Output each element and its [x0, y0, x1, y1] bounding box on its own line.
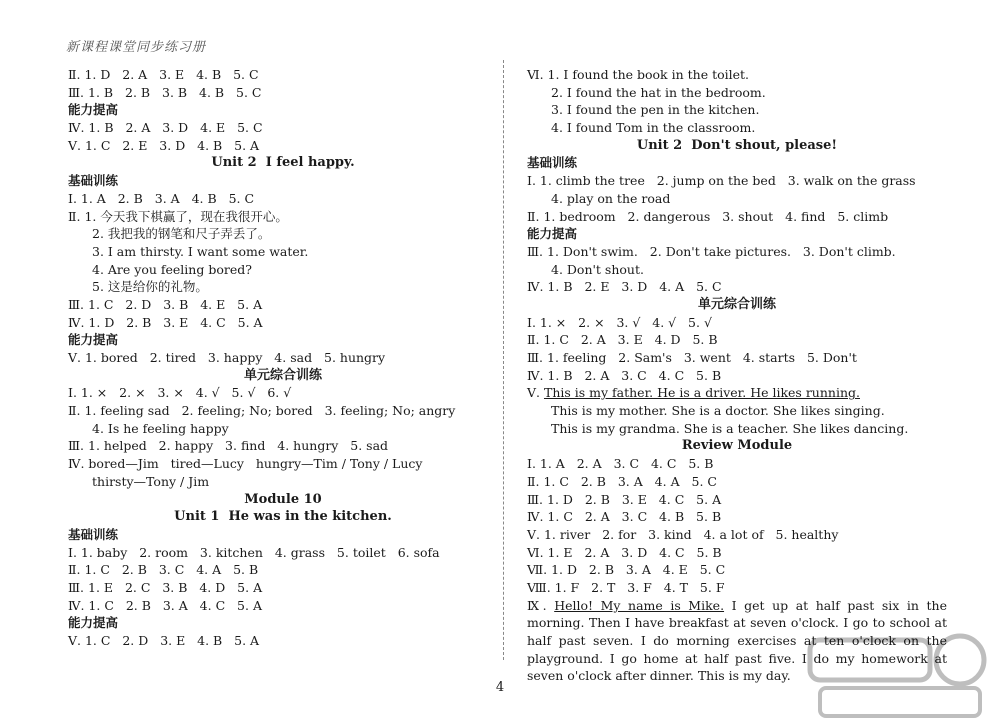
answer-subline: This is my grandma. She is a teacher. She likes dancing. — [551, 420, 909, 436]
unit-title: Module 10 — [244, 491, 322, 507]
answer-subline: 3. I am thirsty. I want some water. — [92, 243, 309, 259]
unit-title: 单元综合训练 — [243, 367, 322, 383]
column-divider — [503, 60, 504, 660]
section-heading: 基础训练 — [527, 155, 578, 171]
unit-title: 单元综合训练 — [697, 296, 776, 312]
answer-subline: 5. 这是给你的礼物。 — [92, 279, 208, 295]
answer-subline: 4. Is he feeling happy — [92, 420, 229, 436]
answer-line: Ⅴ. 1. C 2. D 3. E 4. B 5. A — [68, 633, 260, 648]
unit-title: Unit 2 I feel happy. — [211, 155, 355, 171]
item-number: Ⅴ. — [527, 385, 544, 401]
answer-line: Ⅶ. 1. D 2. B 3. A 4. E 5. C — [527, 562, 726, 578]
answer-line: Ⅲ. 1. D 2. B 3. E 4. C 5. A — [527, 491, 722, 507]
answer-subline: This is my mother. She is a doctor. She likes singing. — [551, 403, 885, 419]
answer-line: Ⅱ. 1. feeling sad 2. feeling; No; bored 3. feeling; No; angry — [68, 403, 456, 419]
answer-line: Ⅰ. 1. baby 2. room 3. kitchen 4. grass 5. toilet 6. sofa — [68, 544, 440, 560]
answer-line: Ⅱ. 1. C 2. B 3. A 4. A 5. C — [527, 473, 717, 489]
page-number: 4 — [495, 680, 505, 695]
answer-line: Ⅴ. 1. bored 2. tired 3. happy 4. sad 5. hungry — [68, 350, 386, 365]
answer-line: Ⅳ. bored—Jim tired—Lucy hungry—Tim / Tony / Lucy — [68, 456, 423, 472]
answer-line — [527, 384, 947, 402]
answer-line: Ⅱ. 1. C 2. B 3. C 4. A 5. B — [68, 562, 259, 578]
answer-line: Ⅵ. 1. I found the book in the toilet. — [527, 67, 750, 82]
answer-line: Ⅲ. 1. feeling 2. Sam's 3. went 4. starts 5. Don't — [527, 350, 857, 365]
answer-line: Ⅷ. 1. F 2. T 3. F 4. T 5. F — [527, 579, 725, 595]
answer-subline: 2. 我把我的钢笔和尺子弄丢了。 — [92, 226, 271, 242]
page-header: 新课程课堂同步练习册 — [66, 40, 207, 55]
item-number: Ⅸ. — [527, 597, 555, 613]
answer-text: I get up at half past six in the morning. Then I have breakfast at seven o'clock. I go to school at half past seven. I do morning exercises at ten o'clock on the playground. I go home at half past five. I do my homework at seven o'clock after dinner. This is my day. — [527, 597, 947, 684]
answer-line: Ⅳ. 1. B 2. A 3. D 4. E 5. C — [68, 120, 263, 136]
answer-line: Ⅱ. 1. C 2. A 3. E 4. D 5. B — [527, 332, 718, 348]
answer-line: Ⅰ. 1. climb the tree 2. jump on the bed 3. walk on the grass — [527, 173, 916, 189]
answer-line: Ⅳ. 1. B 2. A 3. C 4. C 5. B — [527, 367, 722, 383]
answer-line: Ⅰ. 1. × 2. × 3. √ 4. √ 5. √ — [527, 314, 712, 330]
answer-subline: 4. Don't shout. — [551, 261, 644, 277]
section-heading: 能力提高 — [68, 102, 119, 118]
answer-line: Ⅴ. 1. C 2. E 3. D 4. B 5. A — [68, 137, 260, 153]
left-answer-column — [68, 66, 498, 650]
answer-line: Ⅱ. 1. bedroom 2. dangerous 3. shout 4. find 5. climb — [527, 208, 889, 224]
section-heading: 能力提高 — [68, 615, 119, 631]
unit-title: Unit 1 He was in the kitchen. — [174, 509, 392, 525]
underlined-example: Hello! My name is Mike. — [554, 597, 725, 613]
unit-title: Unit 2 Don't shout, please! — [636, 137, 838, 153]
answer-subline: 4. Are you feeling bored? — [92, 261, 252, 277]
section-heading: 能力提高 — [68, 332, 119, 348]
unit-title: Review Module — [681, 438, 793, 454]
answer-subline: 4. play on the road — [551, 190, 671, 206]
answer-line: Ⅲ. 1. C 2. D 3. B 4. E 5. A — [68, 296, 263, 312]
answer-line: Ⅲ. 1. E 2. C 3. B 4. D 5. A — [68, 579, 263, 595]
answer-line — [527, 597, 947, 686]
answer-line: Ⅱ. 1. 今天我下棋赢了，现在我很开心。 — [68, 208, 288, 224]
answer-line: Ⅳ. 1. D 2. B 3. E 4. C 5. A — [68, 314, 263, 330]
answer-line: Ⅳ. 1. C 2. A 3. C 4. B 5. B — [527, 509, 722, 525]
answer-line: Ⅳ. 1. C 2. B 3. A 4. C 5. A — [68, 597, 262, 613]
section-heading: 基础训练 — [68, 173, 119, 189]
answer-line: Ⅴ. 1. river 2. for 3. kind 4. a lot of 5. healthy — [527, 526, 839, 542]
underlined-example: This is my father. He is a driver. He likes running. — [543, 385, 860, 401]
answer-line: Ⅰ. 1. A 2. B 3. A 4. B 5. C — [68, 190, 255, 206]
section-heading: 能力提高 — [527, 226, 578, 242]
answer-line: Ⅳ. 1. B 2. E 3. D 4. A 5. C — [527, 279, 722, 295]
answer-line: Ⅵ. 1. E 2. A 3. D 4. C 5. B — [527, 544, 722, 560]
answer-line: Ⅲ. 1. helped 2. happy 3. find 4. hungry 5. sad — [68, 438, 389, 454]
answer-subline: thirsty—Tony / Jim — [92, 473, 210, 489]
answer-subline: 2. I found the hat in the bedroom. — [551, 84, 766, 100]
answer-line: Ⅲ. 1. B 2. B 3. B 4. B 5. C — [68, 84, 262, 100]
answer-subline: 4. I found Tom in the classroom. — [551, 120, 756, 136]
answer-line: Ⅲ. 1. Don't swim. 2. Don't take pictures. 3. Don't climb. — [527, 243, 896, 259]
answer-line: Ⅰ. 1. × 2. × 3. × 4. √ 5. √ 6. √ — [68, 385, 292, 401]
answer-line: Ⅰ. 1. A 2. A 3. C 4. C 5. B — [527, 456, 714, 472]
right-answer-column — [527, 66, 947, 685]
answer-subline: 3. I found the pen in the kitchen. — [551, 102, 760, 118]
section-heading: 基础训练 — [68, 526, 119, 542]
answer-line: Ⅱ. 1. D 2. A 3. E 4. B 5. C — [68, 67, 259, 82]
